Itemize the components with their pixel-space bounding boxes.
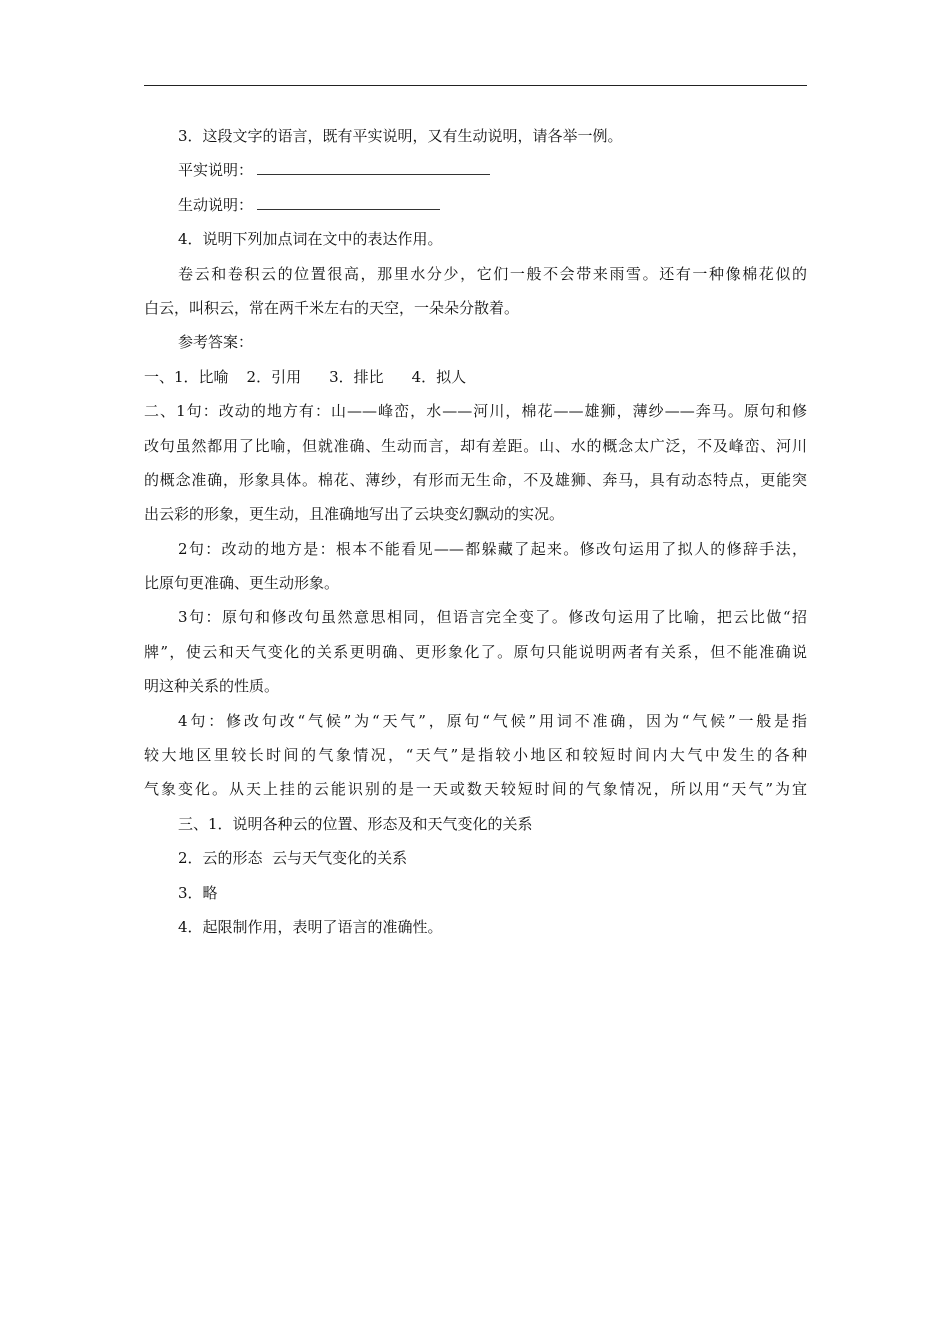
answer-2-1-line: 改句虽然都用了比喻，但就准确、生动而言，却有差距。山、水的概念太广泛，不及峰峦、河川 — [144, 436, 807, 455]
answer-1-2: 2．引用 — [246, 367, 302, 386]
plain-explanation-blank[interactable] — [257, 164, 490, 175]
answer-2-1-line: 二、1句：改动的地方有：山——峰峦，水——河川，棉花——雄狮，薄纱——奔马。原句和修 — [144, 402, 807, 421]
answer-part-1 — [144, 360, 807, 394]
answer-1-3: 3．排比 — [329, 367, 384, 386]
answer-3-4: 4．起限制作用，表明了语言的准确性。 — [178, 917, 443, 936]
vivid-explanation-blank[interactable] — [257, 199, 440, 210]
answer-1-4: 4．拟人 — [411, 367, 467, 386]
answer-3-2: 2．云的形态 云与天气变化的关系 — [178, 849, 408, 868]
document-body — [144, 119, 807, 944]
answers-heading: 参考答案： — [178, 333, 254, 352]
question-4-passage-line: 卷云和卷积云的位置很高，那里水分少，它们一般不会带来雨雪。还有一种像棉花似的 — [178, 264, 807, 283]
answer-2-3-line: 3句：原句和修改句虽然意思相同，但语言完全变了。修改句运用了比喻，把云比做“招 — [178, 608, 807, 627]
vivid-explanation-label: 生动说明： — [178, 195, 254, 214]
answer-2-4-line: 气象变化。从天上挂的云能识别的是一天或数天较短时间的气象情况，所以用“天气”为宜 — [144, 780, 807, 799]
answer-1-1: 一、1．比喻 — [144, 367, 229, 386]
vivid-explanation-row — [144, 188, 807, 222]
answer-3-3: 3．略 — [178, 883, 218, 902]
answer-2-3-line: 明这种关系的性质。 — [144, 677, 280, 696]
answer-2-4-line: 4句：修改句改“气候”为“天气”，原句“气候”用词不准确，因为“气候”一般是指 — [178, 711, 807, 730]
answer-2-2-line: 2句：改动的地方是：根本不能看见——都躲藏了起来。修改句运用了拟人的修辞手法， — [178, 539, 807, 558]
answer-2-2-line: 比原句更准确、更生动形象。 — [144, 574, 340, 593]
plain-explanation-row — [144, 153, 807, 187]
answer-2-1-line: 出云彩的形象，更生动，且准确地写出了云块变幻飘动的实况。 — [144, 505, 565, 524]
question-4-passage-line: 白云，叫积云，常在两千米左右的天空，一朵朵分散着。 — [144, 298, 520, 317]
header-rule — [144, 85, 807, 86]
plain-explanation-label: 平实说明： — [178, 161, 254, 180]
answer-2-3-line: 牌”，使云和天气变化的关系更明确、更形象化了。原句只能说明两者有关系，但不能准确说 — [144, 642, 807, 661]
question-4: 4．说明下列加点词在文中的表达作用。 — [178, 230, 443, 249]
answer-3-1: 三、1．说明各种云的位置、形态及和天气变化的关系 — [178, 814, 533, 833]
question-3: 3．这段文字的语言，既有平实说明，又有生动说明，请各举一例。 — [178, 127, 623, 145]
answer-2-1-line: 的概念准确，形象具体。棉花、薄纱，有形而无生命，不及雄狮、奔马，具有动态特点，更能突 — [144, 470, 807, 489]
answer-2-4-line: 较大地区里较长时间的气象情况，“天气”是指较小地区和较短时间内大气中发生的各种 — [144, 746, 807, 765]
